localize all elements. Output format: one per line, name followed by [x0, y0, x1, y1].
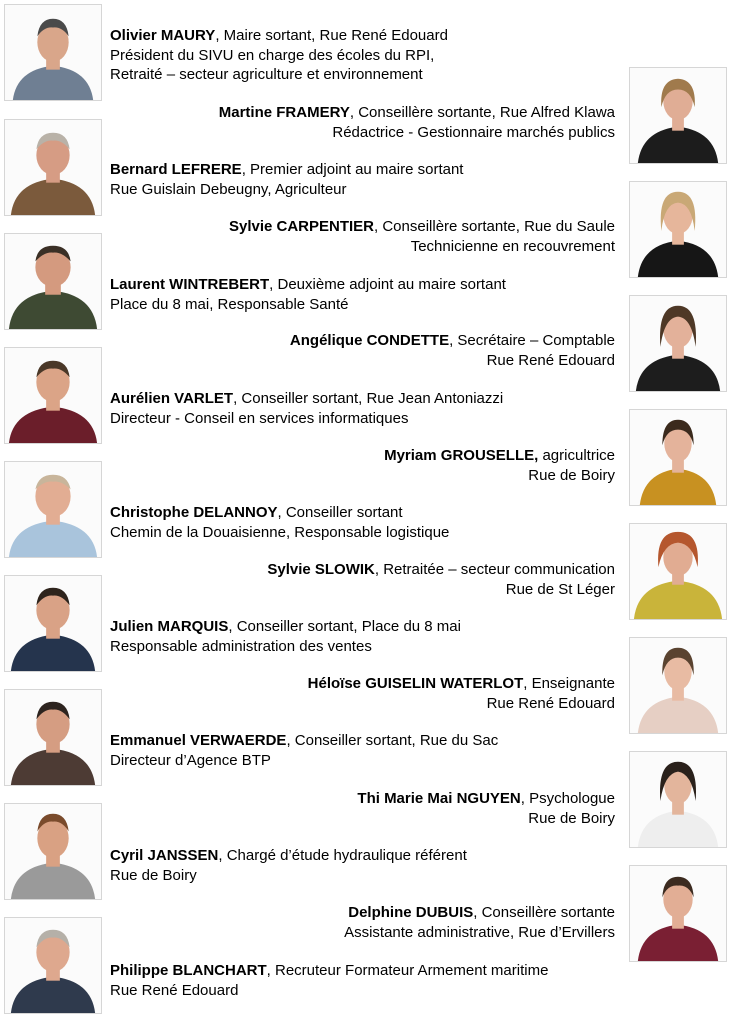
member-entry — [110, 275, 506, 314]
portrait-photo — [629, 751, 727, 848]
member-line-2: Chemin de la Douaisienne, Responsable logistique — [110, 523, 450, 541]
member-entry — [110, 961, 548, 1000]
member-role: , Conseiller sortant, Rue du Sac — [286, 732, 499, 749]
member-role: , Conseillère sortante, Rue Alfred Klawa — [349, 104, 615, 121]
member-role: , Premier adjoint au maire sortant — [241, 161, 464, 178]
member-name: Delphine DUBUIS — [348, 904, 474, 921]
member-line-2: Technicienne en recouvrement — [410, 237, 615, 255]
member-line-1 — [110, 617, 461, 637]
member-line-1 — [290, 331, 615, 351]
portrait-silhouette — [630, 638, 726, 733]
member-role: , Secrétaire – Comptable — [449, 332, 615, 349]
portrait-photo — [4, 575, 102, 672]
member-line-1 — [357, 789, 615, 809]
member-role: , Enseignante — [523, 675, 615, 692]
portrait-photo — [4, 803, 102, 900]
member-name: Philippe BLANCHART — [110, 962, 267, 979]
member-name: Angélique CONDETTE — [289, 332, 450, 349]
portrait-photo — [629, 865, 727, 962]
member-entry — [110, 503, 449, 542]
member-name: Cyril JANSSEN — [110, 847, 219, 864]
member-name: Martine FRAMERY — [218, 104, 350, 121]
member-line-2: Rue de Boiry — [528, 466, 615, 484]
member-line-1 — [384, 446, 615, 466]
member-name: Héloïse GUISELIN WATERLOT — [307, 675, 524, 692]
member-name: Bernard LEFRERE — [110, 161, 242, 178]
member-role: , Conseiller sortant, Place du 8 mai — [228, 618, 461, 635]
portrait-silhouette — [630, 752, 726, 847]
member-line-3: Retraité – secteur agriculture et environnement — [110, 66, 423, 83]
member-entry — [229, 217, 615, 256]
member-line-2: Président du SIVU en charge des écoles du RPI, — [110, 46, 435, 64]
portrait-photo — [629, 409, 727, 506]
member-name: Myriam GROUSELLE, — [384, 447, 539, 464]
member-role: , Retraitée – secteur communication — [374, 561, 615, 578]
member-line-1 — [110, 389, 503, 409]
portrait-photo — [629, 637, 727, 734]
portrait-silhouette — [5, 462, 101, 557]
portrait-silhouette — [630, 410, 726, 505]
member-name: Christophe DELANNOY — [110, 504, 278, 521]
member-line-1 — [110, 961, 548, 981]
member-entry — [110, 731, 498, 770]
member-role: , Conseiller sortant, Rue Jean Antoniazzi — [233, 390, 504, 407]
member-line-1 — [110, 846, 467, 866]
member-name: Sylvie SLOWIK — [267, 561, 375, 578]
member-line-1 — [229, 217, 615, 237]
portrait-silhouette — [5, 5, 101, 100]
portrait-silhouette — [5, 348, 101, 443]
member-line-1 — [308, 674, 615, 694]
portrait-photo — [629, 181, 727, 278]
member-line-2: Directeur d’Agence BTP — [110, 751, 271, 769]
member-line-1 — [267, 560, 615, 580]
member-name: Thi Marie Mai NGUYEN — [357, 790, 521, 807]
portrait-silhouette — [630, 296, 726, 391]
member-role: , Chargé d’étude hydraulique référent — [218, 847, 467, 864]
member-line-2: Rue René Edouard — [486, 351, 615, 369]
member-role: , Deuxième adjoint au maire sortant — [269, 276, 506, 293]
member-name: Julien MARQUIS — [110, 618, 229, 635]
member-entry — [110, 846, 467, 885]
member-role: , Recruteur Formateur Armement maritime — [266, 962, 549, 979]
member-line-2: Directeur - Conseil en services informatiques — [110, 409, 409, 427]
member-line-1 — [219, 103, 615, 123]
member-line-2: Rue de Boiry — [110, 866, 197, 884]
member-entry — [110, 389, 503, 428]
member-role: , Conseillère sortante — [473, 904, 615, 921]
member-entry — [110, 26, 448, 85]
portrait-photo — [629, 523, 727, 620]
portrait-silhouette — [5, 690, 101, 785]
member-line-1 — [110, 731, 498, 751]
member-role: , Conseillère sortante, Rue du Saule — [374, 218, 615, 235]
portrait-photo — [629, 295, 727, 392]
portrait-silhouette — [630, 182, 726, 277]
member-line-2: Rue de St Léger — [505, 580, 615, 598]
member-line-2: Rue de Boiry — [528, 809, 615, 827]
member-line-2: Rue René Edouard — [110, 981, 239, 999]
member-line-1 — [110, 503, 449, 523]
portrait-photo — [4, 461, 102, 558]
portrait-photo — [4, 689, 102, 786]
member-line-2: Rue Guislain Debeugny, Agriculteur — [110, 180, 347, 198]
portrait-silhouette — [5, 234, 101, 329]
member-name: Aurélien VARLET — [110, 390, 234, 407]
portrait-photo — [4, 4, 102, 101]
member-entry — [308, 674, 615, 713]
member-entry — [344, 903, 615, 942]
member-entry — [384, 446, 615, 485]
member-role: , Psychologue — [520, 790, 615, 807]
member-line-2: Rue René Edouard — [486, 694, 615, 712]
member-line-1 — [110, 26, 448, 46]
member-line-2: Place du 8 mai, Responsable Santé — [110, 295, 349, 313]
member-role: , Maire sortant, Rue René Edouard — [215, 27, 448, 44]
member-name: Emmanuel VERWAERDE — [110, 732, 287, 749]
member-line-1 — [110, 275, 506, 295]
member-line-2: Responsable administration des ventes — [110, 637, 372, 655]
portrait-photo — [4, 347, 102, 444]
member-entry — [357, 789, 615, 828]
member-role: , Conseiller sortant — [277, 504, 403, 521]
portrait-photo — [4, 233, 102, 330]
portrait-silhouette — [630, 68, 726, 163]
portrait-photo — [4, 119, 102, 216]
portrait-silhouette — [630, 866, 726, 961]
member-line-2: Assistante administrative, Rue d’Ervillers — [344, 923, 615, 941]
portrait-silhouette — [5, 120, 101, 215]
member-entry — [267, 560, 615, 599]
portrait-photo — [629, 67, 727, 164]
member-line-1 — [110, 160, 463, 180]
portrait-silhouette — [5, 918, 101, 1013]
member-entry — [110, 617, 461, 656]
portrait-silhouette — [630, 524, 726, 619]
member-name: Sylvie CARPENTIER — [228, 218, 375, 235]
member-entry — [219, 103, 615, 142]
member-role: agricultrice — [538, 447, 615, 464]
member-name: Olivier MAURY — [110, 27, 216, 44]
member-entry — [290, 331, 615, 370]
member-line-2: Rédactrice - Gestionnaire marchés publics — [332, 123, 615, 141]
portrait-silhouette — [5, 576, 101, 671]
member-name: Laurent WINTREBERT — [110, 276, 270, 293]
member-line-1 — [344, 903, 615, 923]
member-entry — [110, 160, 463, 199]
portrait-photo — [4, 917, 102, 1014]
portrait-silhouette — [5, 804, 101, 899]
